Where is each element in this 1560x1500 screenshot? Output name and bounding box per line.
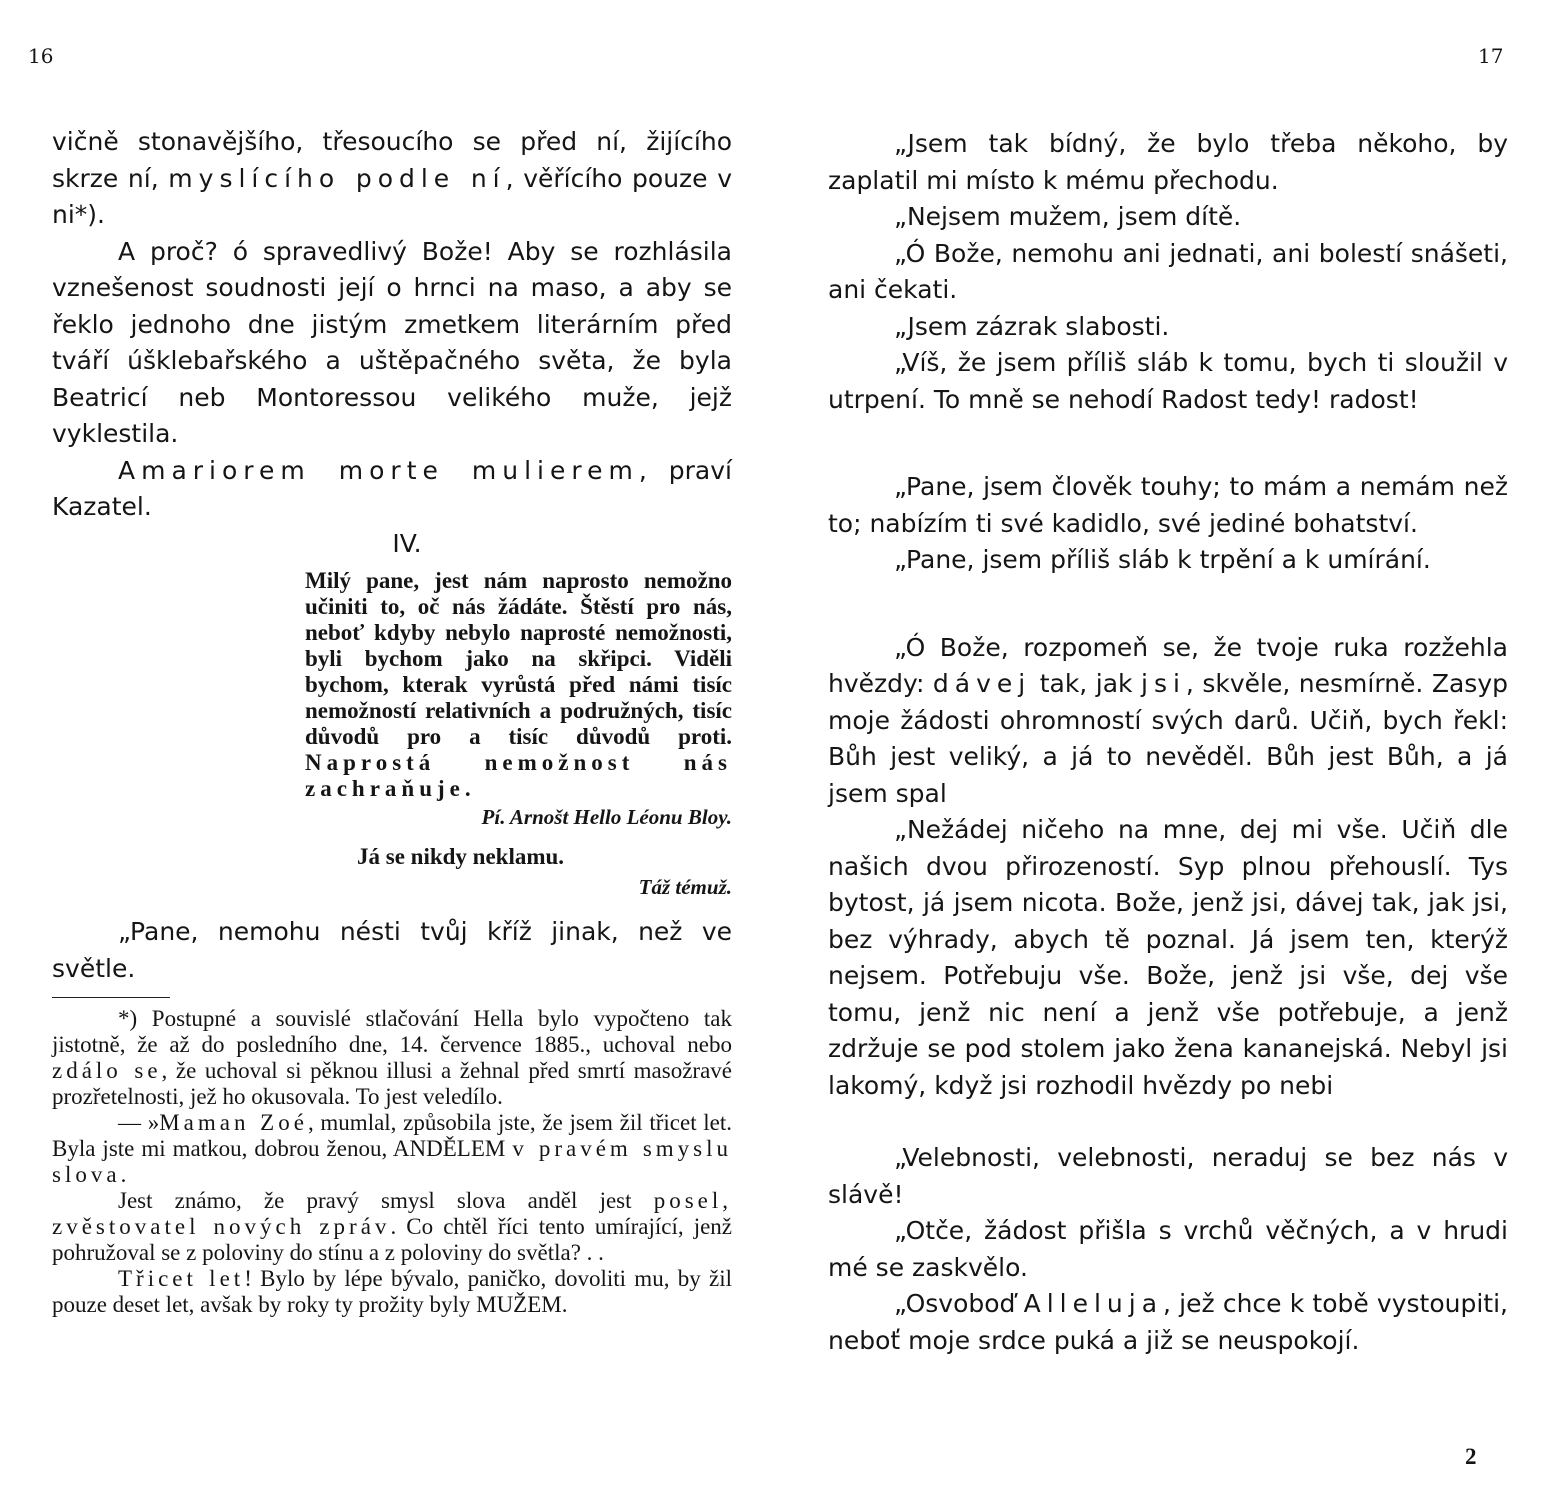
page-number-right: 17 bbox=[1478, 44, 1504, 68]
text: , mumlal, způsobila jste, že jsem žil třicet let. Byla jste mi matkou, dobrou ženou, ANDĚLEM bbox=[52, 1110, 733, 1161]
paragraph: A proč? ó spravedlivý Bože! Aby se rozhlásila vznešenost soudnosti její o hrnci na maso, a aby se řeklo jednoho dne jistým zmetkem literárním před tváří úšklebařského a uštěpačného světa, že byla Beatricí neb Montoressou velikého muže, jejž vyklestila. bbox=[52, 236, 732, 448]
paragraph: „Jsem zázrak slabosti. bbox=[894, 311, 1170, 341]
paragraph: „Otče, žádost přišla s vrchů věčných, a v hrudi mé se zaskvělo. bbox=[828, 1216, 1508, 1282]
text: , jež chce k tobě vystoupiti, neboť moje srdce puká a již se neuspokojí. bbox=[828, 1289, 1508, 1355]
text: , praví Kazatel. bbox=[52, 455, 732, 521]
paragraph bbox=[52, 453, 732, 526]
footnote-rule bbox=[52, 997, 170, 998]
text: ! Bylo by lépe bývalo, paničko, dovoliti mu, by žil pouze deset let, avšak by roky ty prožity byly MUŽEM. bbox=[52, 1266, 732, 1317]
text: tak, jak bbox=[1031, 669, 1141, 698]
spacer bbox=[828, 418, 1508, 469]
paragraph: „Nežádej ničeho na mne, dej mi vše. Učiň dle našich dvou přirozeností. Syp plnou přehouslí. Tys bytost, já jsem nicota. Bože, jenž jsi, dávej tak, jak jsi, bez výhrady, abych tě poznal. Já jsem ten, kterýž nejsem. Potřebuju vše. Bože, jenž jsi vše, dej vše tomu, jenž nic není a jenž vše potřebuje, a jenž zdržuje se pod stolem jako žena kananejská. Nebyl jsi lakomý, když jsi rozhodil hvězdy po nebi bbox=[828, 815, 1508, 1100]
spacer bbox=[828, 579, 1508, 630]
footnote bbox=[52, 1110, 732, 1188]
spaced-text: myslícího podle ní bbox=[168, 163, 506, 193]
paragraph bbox=[828, 630, 1508, 813]
left-page-body bbox=[52, 124, 732, 562]
epigraph bbox=[305, 568, 732, 802]
left-page-body-end bbox=[52, 914, 732, 987]
spaced-text: Alleluja bbox=[1023, 1289, 1164, 1318]
text: , skvěle, nesmírně. Zasyp moje žádosti ohromností svých darů. Učiň, bych řekl: Bůh jest veliký, a já to nevěděl. Bůh jest Bůh, a já jsem spal bbox=[828, 669, 1508, 808]
paragraph bbox=[828, 1286, 1508, 1359]
epigraph-signature: Pí. Arnošt Hello Léonu Bloy. bbox=[481, 805, 732, 829]
text: „Ó Bože, rozpomeň se, že tvoje ruka rozžehla hvězdy: bbox=[828, 632, 1508, 698]
footnote bbox=[52, 1006, 732, 1110]
paragraph: „Jsem tak bídný, že bylo třeba někoho, by zaplatil mi místo k mému přechodu. bbox=[828, 129, 1508, 195]
text: „Osvoboď bbox=[894, 1289, 1024, 1318]
paragraph: „Pane, nemohu nésti tvůj kříž jinak, než ve světle. bbox=[52, 917, 732, 983]
text: . Co chtěl říci tento umírající, jenž pohružoval se z poloviny do stínu a z poloviny do světla? . . bbox=[52, 1214, 732, 1265]
paragraph: „Víš, že jsem příliš sláb k tomu, bych ti sloužil v utrpení. To mně se nehodí Radost tedy! radost! bbox=[828, 348, 1508, 414]
paragraph: „Pane, jsem člověk touhy; to mám a nemám než to; nabízím ti své kadidlo, své jediné bohatství. bbox=[828, 472, 1508, 538]
paragraph: „Pane, jsem příliš sláb k trpění a k umírání. bbox=[894, 545, 1431, 574]
epigraph-text: Milý pane, jest nám naprosto nemožno učiniti to, oč nás žádáte. Štěstí pro nás, neboť kdyby nebylo naprosté nemožnosti, byli bychom jako na skřipci. Viděli bychom, kterak vyrůstá před námi tisíc nemožností relativních a podružných, tisíc důvodů pro a tisíc důvodů proti. bbox=[305, 568, 732, 749]
text: . bbox=[120, 1162, 127, 1187]
spaced-text: dávej bbox=[932, 669, 1032, 698]
page-number-left: 16 bbox=[28, 44, 54, 68]
spaced-text: v pravém smyslu slova bbox=[52, 1136, 732, 1187]
spaced-text: zdálo se bbox=[52, 1058, 162, 1083]
footnote bbox=[52, 1188, 732, 1266]
paragraph: „Nejsem mužem, jsem dítě. bbox=[894, 202, 1242, 231]
paragraph: „Velebnosti, velebnosti, neraduj se bez nás v slávě! bbox=[828, 1143, 1508, 1209]
paragraph bbox=[52, 124, 732, 234]
spacer bbox=[828, 1104, 1508, 1140]
spaced-text: jsi bbox=[1141, 669, 1186, 698]
text: — » bbox=[118, 1110, 160, 1135]
right-page-body bbox=[828, 126, 1508, 1359]
sheet-signature: 2 bbox=[1465, 1444, 1477, 1469]
section-heading: IV. bbox=[392, 528, 422, 558]
spaced-text: Třicet let bbox=[118, 1266, 245, 1291]
text: Jest známo, že pravý smysl slova anděl jest bbox=[118, 1188, 654, 1213]
left-page bbox=[52, 124, 732, 1318]
epigraph-reply-signature: Táž témuž. bbox=[638, 875, 732, 899]
text: vičně stonavějšího, třesoucího se před ní, žijícího skrze ní, bbox=[52, 127, 732, 193]
epigraph-spaced-text: Naprostá nemožnost nás zachraňuje. bbox=[305, 750, 732, 801]
text: , že uchoval si pěknou illusi a žehnal před smrtí masožravé prozřetelnosti, jež ho okusovala. To jest veledílo. bbox=[52, 1058, 732, 1109]
epigraph-reply: Já se nikdy neklamu. bbox=[357, 844, 565, 869]
right-page bbox=[828, 126, 1508, 1359]
text: , věřícího pouze v ni*). bbox=[52, 163, 732, 229]
text: *) Postupné a souvislé stlačování Hella bylo vypočteno tak jistotně, že až do posledního dne, 14. července 1885., uchoval nebo bbox=[52, 1006, 732, 1057]
footnote bbox=[52, 1266, 732, 1318]
spaced-text: posel, zvěstovatel nových zpráv bbox=[52, 1188, 732, 1239]
spaced-text: Maman Zoé bbox=[159, 1110, 308, 1135]
footnotes bbox=[52, 1006, 732, 1318]
spaced-text: Amariorem morte mulierem bbox=[118, 455, 639, 485]
paragraph: „Ó Bože, nemohu ani jednati, ani bolestí snášeti, ani čekati. bbox=[828, 238, 1508, 304]
